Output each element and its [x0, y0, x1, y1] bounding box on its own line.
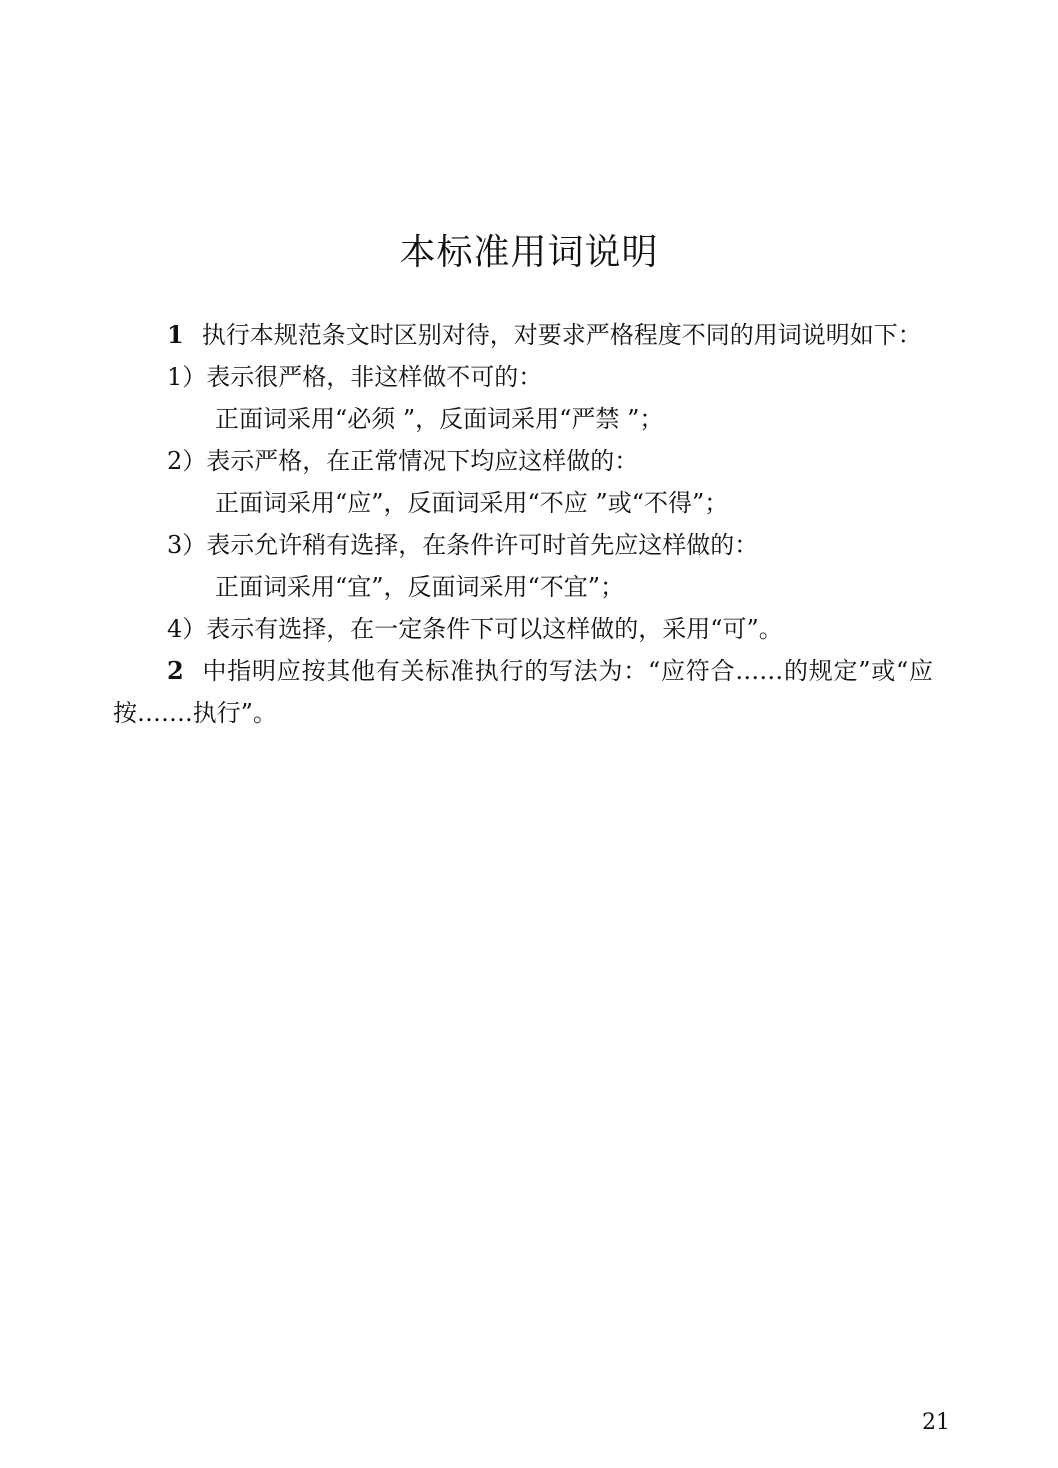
document-body: [113, 314, 933, 734]
list-item-1-detail: 正面词采用“必须 ”，反面词采用“严禁 ”；: [215, 405, 664, 433]
clause-1-number: 1: [167, 320, 184, 349]
clause-1-text: 执行本规范条文时区别对待，对要求严格程度不同的用词说明如下：: [201, 321, 922, 349]
list-item-2-label: 2）表示严格，在正常情况下均应这样做的：: [167, 447, 639, 475]
list-item-2-detail: 正面词采用“应”，反面词采用“不应 ”或“不得”；: [215, 489, 729, 517]
list-item-3-label: 3）表示允许稍有选择，在条件许可时首先应这样做的：: [167, 531, 759, 559]
list-item-3-detail: 正面词采用“宜”，反面词采用“不宜”；: [215, 573, 625, 601]
clause-2-text: 中指明应按其他有关标准执行的写法为：“应符合……的规定”或“应按…….执行”。: [113, 657, 933, 727]
list-item-1-label: 1）表示很严格，非这样做不可的：: [167, 363, 543, 391]
clause-2-number: 2: [167, 656, 184, 685]
list-item-4-label: 4）表示有选择，在一定条件下可以这样做的，采用“可”。: [167, 615, 783, 643]
clause-1: [113, 314, 933, 356]
clause-2: [113, 650, 933, 734]
page-number: 21: [922, 1410, 950, 1435]
page-title: 本标准用词说明: [399, 232, 659, 273]
